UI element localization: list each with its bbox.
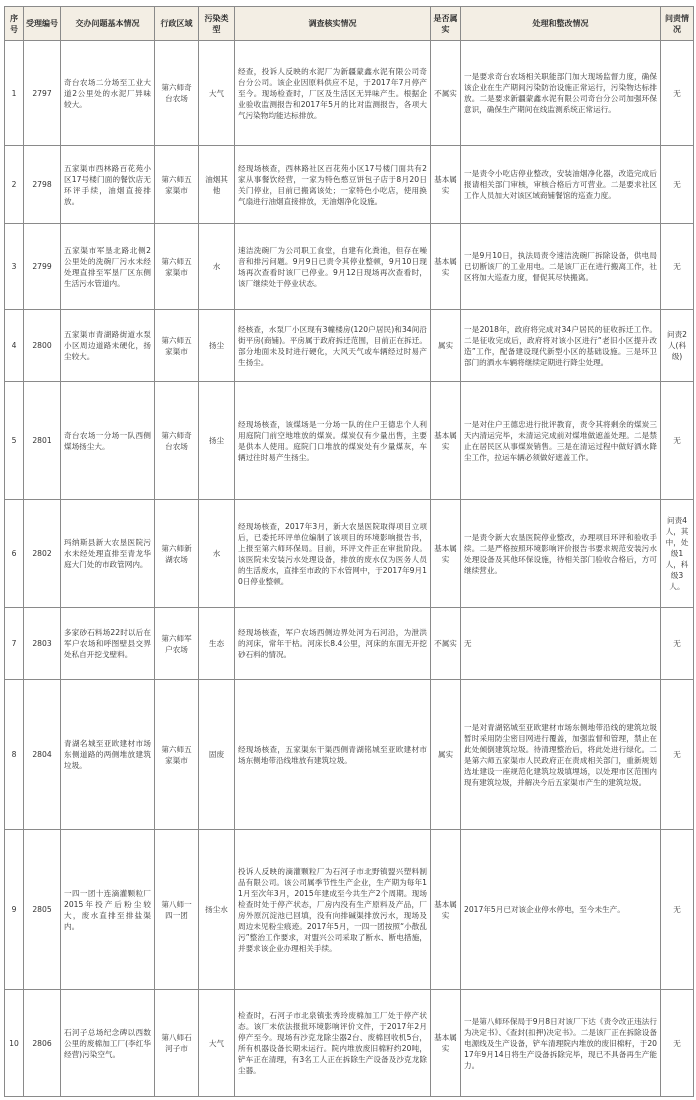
header-id: 受理编号 bbox=[24, 7, 61, 41]
row-type: 扬尘 bbox=[199, 382, 235, 500]
row-investigation: 检查时，石河子市北泉镇张秀玲废棉加工厂处于停产状态。该厂未依法报批环境影响评价文件，于2017年2月停产至今。现场有沙克龙除尘器2台、废棉回收机5台，所有机器设备长期未运行。院内堆放废旧棉籽约20吨，铲车正在清理，有3名工人正在拆除生产设备及沙克龙除尘器。 bbox=[235, 990, 431, 1097]
row-rectification: 2017年5月已对该企业停水停电，至今未生产。 bbox=[461, 830, 661, 990]
row-region: 第六师奇台农场 bbox=[155, 382, 199, 500]
row-accountability: 无 bbox=[661, 680, 694, 830]
row-accountability: 无 bbox=[661, 830, 694, 990]
row-accountability: 问责4人，其中，处级1人，科级3人。 bbox=[661, 500, 694, 608]
row-type: 扬尘 bbox=[199, 310, 235, 382]
row-verified: 基本属实 bbox=[431, 382, 461, 500]
row-id: 2806 bbox=[24, 990, 61, 1097]
row-verified: 基本属实 bbox=[431, 224, 461, 310]
row-region: 第八师石河子市 bbox=[155, 990, 199, 1097]
row-rectification: 一是责令新大农垦医院停业整改，办理项目环评和验收手续。二是严格按照环境影响评价报告书要求规范安装污水处理设备及其他环保设施，待相关部门验收合格后，方可继续营业。 bbox=[461, 500, 661, 608]
row-region: 第六师五家渠市 bbox=[155, 310, 199, 382]
header-accountability: 问责情况 bbox=[661, 7, 694, 41]
header-issue: 交办问题基本情况 bbox=[61, 7, 155, 41]
row-issue: 玛纳斯县新大农垦医院污水未经处理直排至青龙华庭大门处的市政管网内。 bbox=[61, 500, 155, 608]
header-verified: 是否属实 bbox=[431, 7, 461, 41]
header-row bbox=[5, 7, 694, 41]
row-rectification: 一是要求奇台农场相关职能部门加大现场监督力度，确保该企业在生产期间污染防治设施正常运行，污染物达标排放。二是要求新疆蒙鑫水泥有限公司奇台分公司加强环保意识，确保生产期间在线监测系统正常运行。 bbox=[461, 41, 661, 146]
row-investigation: 经现场核查，该煤场是一分场一队的住户王德忠个人利用庭院门前空地堆放的煤炭。煤炭仅有少量出售，主要是供本人使用。庭院门口堆放的煤炭处有少量煤灰，车辆过往时易产生扬尘。 bbox=[235, 382, 431, 500]
row-num: 8 bbox=[5, 680, 24, 830]
row-verified: 基本属实 bbox=[431, 830, 461, 990]
row-issue: 多家砂石料场22时以后在军户农场和呼图壁县交界处私自开挖戈壁料。 bbox=[61, 608, 155, 680]
row-issue: 五家渠市青湖路街道水泵小区周边道路未硬化，扬尘较大。 bbox=[61, 310, 155, 382]
row-verified: 属实 bbox=[431, 680, 461, 830]
row-region: 第六师新湖农场 bbox=[155, 500, 199, 608]
row-issue: 五家渠市军垦北路北侧2公里处的洗碗厂污水未经处理直排至军垦厂区东侧生活污水管道内。 bbox=[61, 224, 155, 310]
header-rectification: 处理和整改情况 bbox=[461, 7, 661, 41]
header-num: 序号 bbox=[5, 7, 24, 41]
row-rectification: 一是对住户王德忠进行批评教育，责令其将剩余的煤炭三天内清运完毕，未清运完成前对煤堆做遮盖处理。二是禁止在居民区从事煤炭销售。三是在清运过程中做好洒水降尘工作，拉运车辆必须做好遮盖工作。 bbox=[461, 382, 661, 500]
row-num: 1 bbox=[5, 41, 24, 146]
row-type: 水 bbox=[199, 224, 235, 310]
row-type: 扬尘水 bbox=[199, 830, 235, 990]
row-issue: 一四一团十连滴灌颗粒厂2015年投产后粉尘较大，废水直排至排盐渠内。 bbox=[61, 830, 155, 990]
row-issue: 五家渠市西林路百花苑小区17号楼门面的餐饮店无环评手续，油烟直接排放。 bbox=[61, 146, 155, 224]
row-verified: 基本属实 bbox=[431, 500, 461, 608]
row-num: 3 bbox=[5, 224, 24, 310]
row-region: 第八师一四一团 bbox=[155, 830, 199, 990]
row-num: 4 bbox=[5, 310, 24, 382]
row-num: 6 bbox=[5, 500, 24, 608]
row-num: 2 bbox=[5, 146, 24, 224]
table-row bbox=[5, 500, 694, 608]
row-region: 第六师军户农场 bbox=[155, 608, 199, 680]
row-rectification: 一是责令小吃店停业整改，安装油烟净化器，改造完成后报请相关部门审核，审核合格后方可营业。二是要求社区工作人员加大对该区域商铺餐馆的巡查力度。 bbox=[461, 146, 661, 224]
row-type: 油烟其他 bbox=[199, 146, 235, 224]
table-row bbox=[5, 382, 694, 500]
row-rectification: 无 bbox=[461, 608, 661, 680]
row-accountability: 问责2人(科级) bbox=[661, 310, 694, 382]
row-region: 第六师五家渠市 bbox=[155, 680, 199, 830]
row-rectification: 一是对青湖铭城至亚欧建材市场东侧地带沿线的建筑垃圾暂时采用防尘密目网进行覆盖，加强监督和管理，禁止在此处倾倒建筑垃圾。待清理整治后，将此处进行绿化。二是第六师五家渠市人民政府正在责成相关部门，重新规划选址建设一座规范化建筑垃圾填埋场，以处理市区范围内现有建筑垃圾，并解决今后五家渠市产生的建筑垃圾。 bbox=[461, 680, 661, 830]
row-investigation: 经现场核查，五家渠东干渠西侧青湖铭城至亚欧建材市场东侧地带沿线堆放有建筑垃圾。 bbox=[235, 680, 431, 830]
table-row bbox=[5, 310, 694, 382]
row-issue: 奇台农场一分场一队西侧煤场扬尘大。 bbox=[61, 382, 155, 500]
row-id: 2803 bbox=[24, 608, 61, 680]
row-num: 5 bbox=[5, 382, 24, 500]
row-id: 2805 bbox=[24, 830, 61, 990]
table-row bbox=[5, 224, 694, 310]
row-region: 第六师奇台农场 bbox=[155, 41, 199, 146]
row-verified: 属实 bbox=[431, 310, 461, 382]
row-type: 大气 bbox=[199, 990, 235, 1097]
header-investigation: 调查核实情况 bbox=[235, 7, 431, 41]
row-investigation: 投诉人反映的滴灌颗粒厂为石河子市北野镇盟兴塑料制品有限公司。该公司属季节性生产企业，生产期为每年11月至次年3月，2015年建成至今共生产2个周期。现场检查时处于停产状态，厂房内没有生产原料及产品，厂房外原沉淀池已回填，没有向排碱渠排放污水，现场及周边未见粉尘痕迹。2017年5月，一四一团按照“小散乱污”整治工作要求，对盟兴公司采取了断水、断电措施，并要求该企业办理相关手续。 bbox=[235, 830, 431, 990]
row-region: 第六师五家渠市 bbox=[155, 146, 199, 224]
row-investigation: 经现场核查，西林路社区百花苑小区17号楼门面共有2家从事餐饮经营，一家为特色憨豆饼包子店于8月20日关门停业，目前已搬离该处；一家特色小吃店，使用换气扇进行油烟直接排放，无油烟净化设施。 bbox=[235, 146, 431, 224]
row-accountability: 无 bbox=[661, 990, 694, 1097]
row-issue: 奇台农场二分场至工业大道2公里处的水泥厂异味较大。 bbox=[61, 41, 155, 146]
row-investigation: 经现场核查，2017年3月，新大农垦医院取得项目立项后，已委托环评单位编制了该项目的环境影响报告书，上报至第六师环保局。目前，环评文件正在审批阶段。该医院未安装污水处理设备，排放的废水仅为医务人员的生活废水，直排至市政的下水管网中，于2017年9月10日停业整顿。 bbox=[235, 500, 431, 608]
row-investigation: 经现场核查，军户农场西侧边界处河为石河沿，为泄洪的河床，常年干枯。河床长8.4公里，河床的东面无开挖砂石料的情况。 bbox=[235, 608, 431, 680]
row-accountability: 无 bbox=[661, 382, 694, 500]
row-id: 2798 bbox=[24, 146, 61, 224]
row-id: 2799 bbox=[24, 224, 61, 310]
row-issue: 石河子总场纪念碑以西数公里的废棉加工厂(李红华经营)污染空气。 bbox=[61, 990, 155, 1097]
row-investigation: 经核查，水泵厂小区现有3幢楼房(120户居民)和34间沿街平房(商铺)。平房属于政府拆迁范围，目前正在拆迁。部分地面未及时进行硬化，大风天气或车辆经过时易产生扬尘。 bbox=[235, 310, 431, 382]
row-rectification: 一是2018年，政府将完成对34户居民的征收拆迁工作。二是征收完成后，政府将对该小区进行“老旧小区提升改造”工作，配备建设现代新型小区的基础设施。三是环卫部门的洒水车辆将继续定期进行降尘处理。 bbox=[461, 310, 661, 382]
row-id: 2800 bbox=[24, 310, 61, 382]
row-accountability: 无 bbox=[661, 146, 694, 224]
table-row bbox=[5, 146, 694, 224]
row-accountability: 无 bbox=[661, 41, 694, 146]
row-verified: 不属实 bbox=[431, 608, 461, 680]
header-type: 污染类型 bbox=[199, 7, 235, 41]
row-investigation: 速洁洗碗厂为公司职工食堂，自建有化粪池，但存在噪音和排污问题。9月9日已责令其停业整顿，9月10日现场再次查看时该厂已停业。9月12日现场再次查看时，该厂继续处于停业状态。 bbox=[235, 224, 431, 310]
table-row bbox=[5, 680, 694, 830]
row-verified: 基本属实 bbox=[431, 990, 461, 1097]
row-rectification: 一是第八师环保局于9月8日对该厂下达《责令改正违法行为决定书》、《查封(扣押)决定书》。二是该厂正在拆除设备电源线及生产设备，铲车清理院内堆放的废旧棉籽，于2017年9月14日将生产设备拆除完毕，现已不具备再生产能力。 bbox=[461, 990, 661, 1097]
row-accountability: 无 bbox=[661, 224, 694, 310]
row-region: 第六师五家渠市 bbox=[155, 224, 199, 310]
row-id: 2802 bbox=[24, 500, 61, 608]
table-row bbox=[5, 41, 694, 146]
row-num: 7 bbox=[5, 608, 24, 680]
row-num: 10 bbox=[5, 990, 24, 1097]
row-type: 生态 bbox=[199, 608, 235, 680]
row-type: 固废 bbox=[199, 680, 235, 830]
row-id: 2801 bbox=[24, 382, 61, 500]
row-verified: 基本属实 bbox=[431, 146, 461, 224]
complaint-table bbox=[4, 6, 694, 1097]
row-type: 大气 bbox=[199, 41, 235, 146]
table-row bbox=[5, 990, 694, 1097]
row-investigation: 经查，投诉人反映的水泥厂为新疆蒙鑫水泥有限公司奇台分公司。该企业因原料供应不足，于2017年7月停产至今。现场检查时，厂区及生活区无异味产生。根据企业验收监测报告和2017年5月的比对监测报告，各项大气污染物均能达标排放。 bbox=[235, 41, 431, 146]
row-id: 2797 bbox=[24, 41, 61, 146]
row-type: 水 bbox=[199, 500, 235, 608]
table-row bbox=[5, 608, 694, 680]
row-rectification: 一是9月10日，执法局责令速洁洗碗厂拆除设备，供电局已切断该厂的工业用电。二是该厂正在进行搬离工作，社区将加大巡查力度，督促其尽快搬离。 bbox=[461, 224, 661, 310]
row-issue: 青湖名城至亚欧建材市场东侧道路的两侧堆放建筑垃圾。 bbox=[61, 680, 155, 830]
row-verified: 不属实 bbox=[431, 41, 461, 146]
row-id: 2804 bbox=[24, 680, 61, 830]
header-region: 行政区域 bbox=[155, 7, 199, 41]
row-accountability: 无 bbox=[661, 608, 694, 680]
row-num: 9 bbox=[5, 830, 24, 990]
table-row bbox=[5, 830, 694, 990]
